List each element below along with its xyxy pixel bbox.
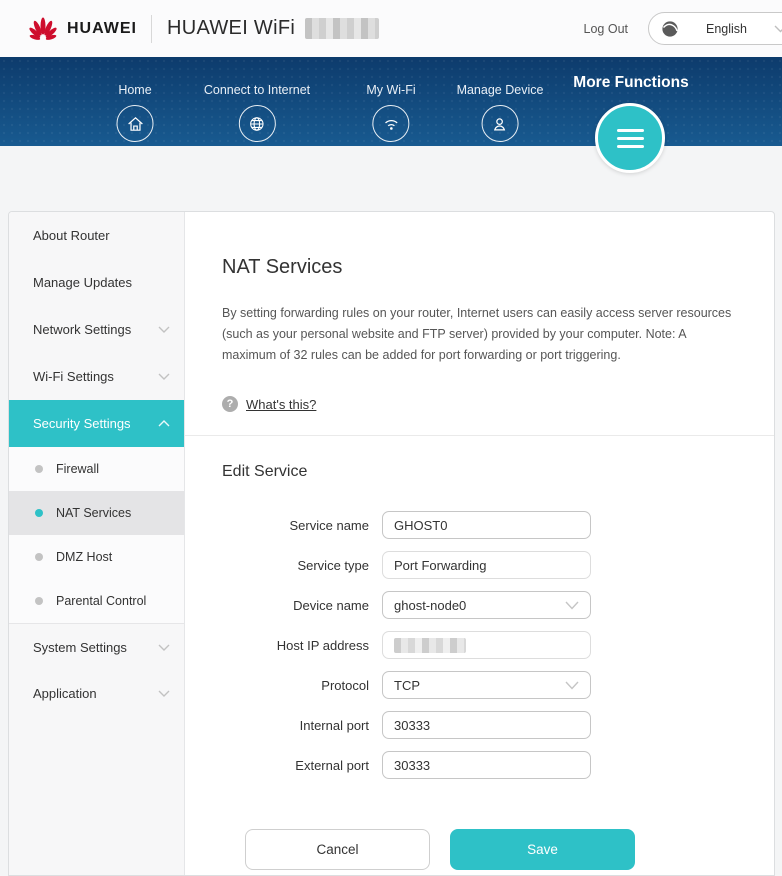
save-button[interactable]: Save (450, 829, 635, 870)
service-type-label: Service type (297, 557, 369, 573)
sidebar-item-wifi-settings[interactable] (9, 353, 184, 400)
host-ip-field (382, 631, 591, 659)
form-buttons (245, 829, 740, 870)
nav-more-functions-label: More Functions (573, 74, 689, 91)
home-icon (117, 105, 154, 142)
sidebar-label: Manage Updates (33, 275, 133, 290)
service-name-label: Service name (289, 517, 369, 533)
language-select[interactable] (648, 12, 782, 45)
protocol-select[interactable] (382, 671, 591, 699)
brand-text: HUAWEI (67, 19, 137, 37)
page-title: NAT Services (222, 256, 343, 278)
nav-item-home[interactable] (117, 83, 154, 142)
sidebar-label: System Settings (33, 639, 127, 655)
security-settings-submenu (9, 447, 184, 623)
host-ip-label: Host IP address (276, 637, 369, 653)
sidebar-item-network-settings[interactable] (9, 306, 184, 353)
form-row (222, 751, 740, 779)
external-port-input[interactable] (382, 751, 591, 779)
content-area (185, 212, 775, 875)
chevron-down-icon (774, 25, 782, 33)
internet-globe-icon (238, 105, 275, 142)
bullet-dot-icon (35, 553, 43, 561)
device-name-value: ghost-node0 (394, 597, 467, 613)
cancel-button[interactable]: Cancel (245, 829, 430, 870)
form-row (222, 631, 740, 659)
sidebar-label: Network Settings (33, 322, 132, 337)
protocol-value: TCP (394, 677, 420, 693)
sidebar-label: Security Settings (33, 416, 131, 431)
chevron-down-icon (158, 326, 170, 333)
sidebar-item-manage-updates[interactable] (9, 259, 184, 306)
sidebar-item-security-settings[interactable] (9, 400, 184, 447)
edit-service-form (222, 511, 740, 779)
sidebar-item-application[interactable] (9, 670, 184, 717)
sidebar-label: Wi-Fi Settings (33, 369, 114, 384)
product-title (167, 17, 379, 40)
sidebar (9, 212, 185, 875)
product-title-text: HUAWEI WiFi (167, 17, 296, 39)
sidebar-item-system-settings[interactable] (9, 623, 184, 670)
nav-item-connect-to-internet[interactable] (204, 83, 310, 142)
chevron-up-icon (158, 420, 170, 427)
external-port-label: External port (295, 757, 369, 773)
service-name-input[interactable] (382, 511, 591, 539)
sidebar-label: Application (33, 686, 97, 701)
edit-service-title: Edit Service (222, 463, 308, 480)
whats-this-link[interactable] (222, 396, 740, 412)
sidebar-sublabel: Firewall (56, 462, 100, 476)
sidebar-subitem-firewall[interactable] (9, 447, 184, 491)
main-nav (0, 57, 782, 146)
top-header (0, 0, 782, 57)
device-name-select[interactable] (382, 591, 591, 619)
page-description: By setting forwarding rules on your router, Internet users can easily access server resources (such as your personal website and FTP server) provided by your computer. Note: A maximum of 32 rules can be added for port forwarding or port triggering. (222, 306, 732, 362)
nav-my-wifi-label: My Wi-Fi (366, 83, 416, 97)
nav-item-more-functions[interactable] (573, 74, 688, 92)
form-row (222, 511, 740, 539)
protocol-label: Protocol (321, 677, 369, 693)
sidebar-sublabel: NAT Services (56, 506, 132, 520)
user-icon (481, 105, 518, 142)
host-ip-redacted-value (394, 638, 466, 653)
bullet-dot-icon (35, 509, 43, 517)
header-right (584, 12, 782, 45)
sidebar-subitem-parental-control[interactable] (9, 579, 184, 623)
nav-manage-device-label: Manage Device (456, 83, 544, 97)
form-row (222, 671, 740, 699)
product-title-redacted (305, 18, 379, 39)
section-divider (185, 435, 775, 436)
internal-port-label: Internal port (299, 717, 369, 733)
sidebar-subitem-dmz-host[interactable] (9, 535, 184, 579)
chevron-down-icon (565, 601, 579, 610)
chevron-down-icon (158, 690, 170, 697)
more-functions-button[interactable] (595, 103, 665, 173)
sidebar-label: About Router (33, 228, 110, 243)
sidebar-item-about-router[interactable] (9, 212, 184, 259)
header-divider (151, 15, 152, 43)
whats-this-label: What's this? (246, 396, 317, 412)
form-row (222, 711, 740, 739)
nav-item-my-wifi[interactable] (366, 83, 415, 142)
nav-connect-label: Connect to Internet (203, 83, 311, 97)
bullet-dot-icon (35, 465, 43, 473)
nav-item-manage-device[interactable] (457, 83, 544, 142)
chevron-down-icon (565, 681, 579, 690)
device-name-label: Device name (293, 597, 369, 613)
globe-icon (661, 20, 679, 38)
chevron-down-icon (158, 373, 170, 380)
language-label: English (706, 21, 747, 36)
question-mark-icon: ? (222, 396, 238, 412)
sidebar-sublabel: DMZ Host (56, 550, 113, 564)
bullet-dot-icon (35, 597, 43, 605)
form-row (222, 551, 740, 579)
huawei-logo-icon (27, 15, 59, 42)
service-type-value: Port Forwarding (394, 557, 487, 573)
service-type-field (382, 551, 591, 579)
wifi-icon (372, 105, 409, 142)
form-row (222, 591, 740, 619)
sidebar-subitem-nat-services[interactable] (9, 491, 184, 535)
chevron-down-icon (158, 644, 170, 651)
sidebar-sublabel: Parental Control (56, 594, 147, 608)
settings-card (8, 211, 775, 876)
internal-port-input[interactable] (382, 711, 591, 739)
logout-button[interactable]: Log Out (583, 21, 628, 36)
nav-home-label: Home (118, 83, 152, 97)
